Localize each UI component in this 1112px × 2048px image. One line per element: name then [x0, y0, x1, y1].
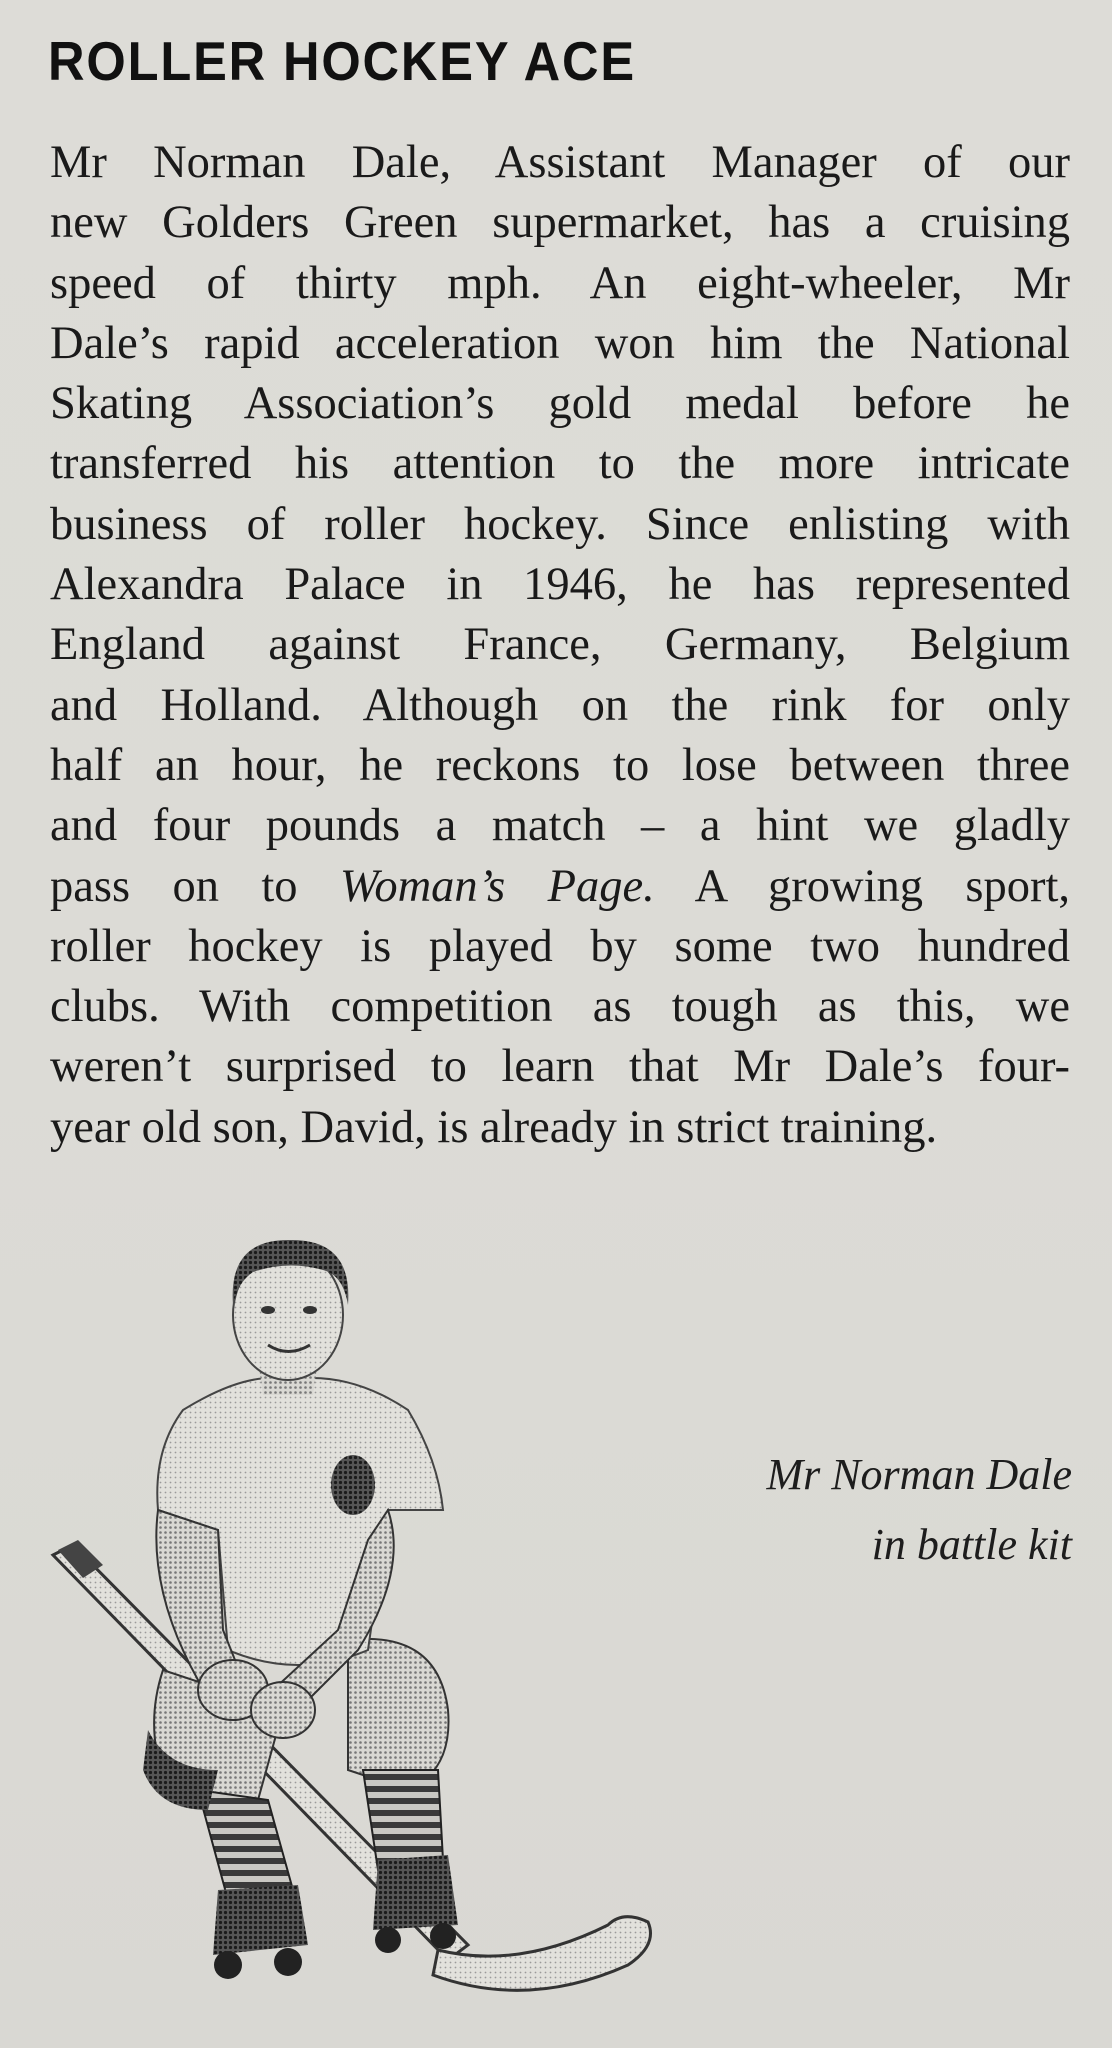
body-line: transferred his attention to the more intricate — [50, 438, 1070, 490]
body-line: Alexandra Palace in 1946, he has represented — [50, 559, 1070, 611]
body-line: Skating Association’s gold medal before he — [50, 378, 1070, 430]
body-line: and four pounds a match – a hint we gladly — [50, 800, 1070, 852]
body-line: Dale’s rapid acceleration won him the National — [50, 317, 1070, 369]
article-headline: ROLLER HOCKEY ACE — [48, 30, 636, 92]
italic-publication-title: Woman’s Page. — [339, 860, 655, 912]
player-photo — [48, 1210, 688, 2000]
body-line: clubs. With competition as tough as this, we — [50, 981, 1070, 1033]
body-line: Mr Norman Dale, Assistant Manager of our — [50, 137, 1070, 188]
body-line-segment: A growing sport, — [694, 860, 1070, 912]
body-line: speed of thirty mph. An eight-wheeler, Mr — [50, 257, 1070, 309]
body-line: and Holland. Although on the rink for only — [50, 679, 1070, 731]
body-line: roller hockey is played by some two hundred — [50, 920, 1070, 972]
caption-line: in battle kit — [871, 1520, 1072, 1569]
body-line: half an hour, he reckons to lose between three — [50, 739, 1070, 791]
body-line: England against France, Germany, Belgium — [50, 619, 1070, 671]
photo-caption — [572, 1440, 1072, 1580]
body-line: business of roller hockey. Since enlisting with — [50, 498, 1070, 550]
body-line-mixed — [50, 857, 1070, 917]
article-body — [50, 133, 1070, 1158]
body-line: year old son, David, is already in strict training. — [50, 1101, 938, 1153]
caption-line: Mr Norman Dale — [766, 1450, 1072, 1499]
body-line: weren’t surprised to learn that Mr Dale’s four- — [50, 1041, 1070, 1093]
body-line-segment: pass on to — [50, 860, 298, 912]
body-line: new Golders Green supermarket, has a cruising — [50, 197, 1070, 249]
